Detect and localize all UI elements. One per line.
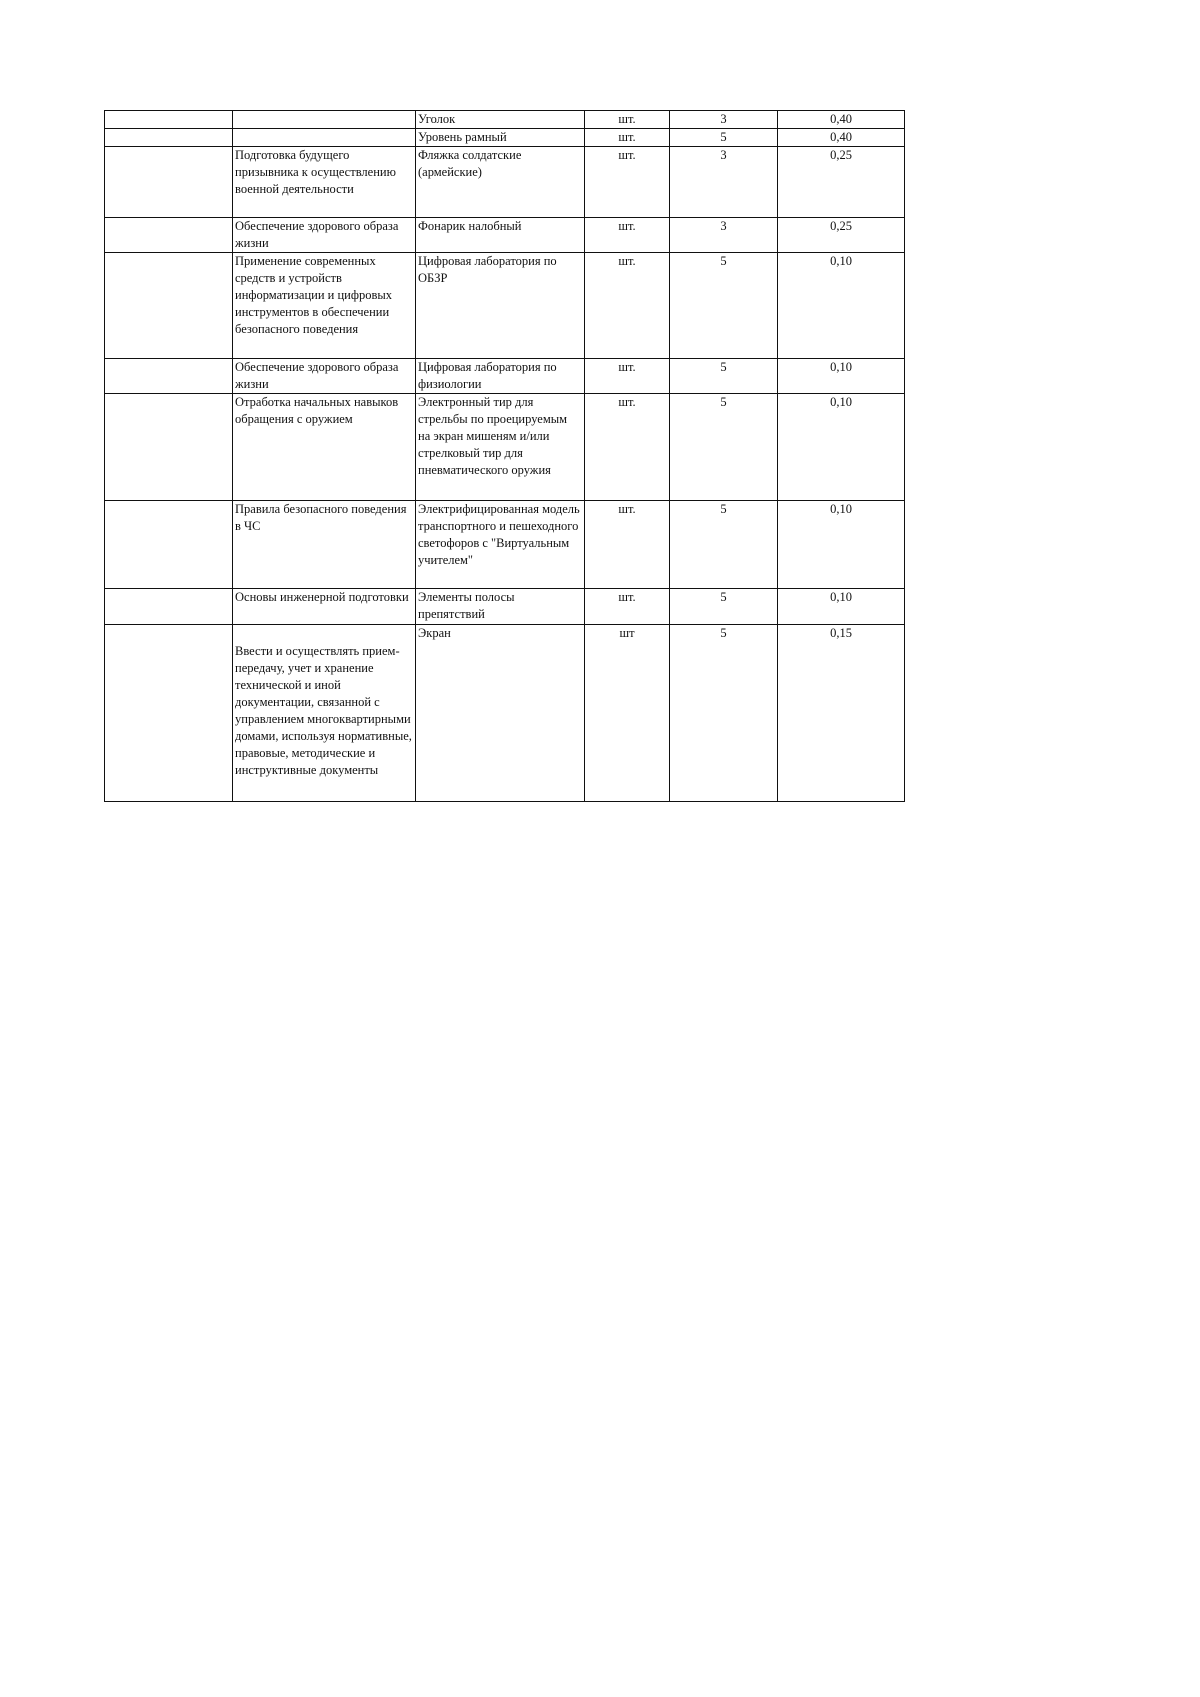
table-row — [105, 589, 905, 625]
row-number-cell — [105, 501, 233, 589]
coefficient-cell: 0,10 — [778, 394, 905, 501]
row-number-cell — [105, 589, 233, 625]
row-number-cell — [105, 359, 233, 394]
row-number-cell — [105, 111, 233, 129]
coefficient-cell: 0,40 — [778, 129, 905, 147]
section-cell: Обеспечение здорового образа жизни — [233, 218, 416, 253]
item-cell: Цифровая лаборатория по физиологии — [416, 359, 585, 394]
row-number-cell — [105, 394, 233, 501]
quantity-cell: 5 — [670, 253, 778, 359]
table-row — [105, 359, 905, 394]
equipment-table — [104, 110, 905, 802]
unit-cell: шт. — [585, 253, 670, 359]
section-cell — [233, 129, 416, 147]
section-cell: Обеспечение здорового образа жизни — [233, 359, 416, 394]
section-cell: Правила безопасного поведения в ЧС — [233, 501, 416, 589]
section-cell — [233, 111, 416, 129]
quantity-cell: 5 — [670, 501, 778, 589]
unit-cell: шт. — [585, 147, 670, 218]
item-cell: Фонарик налобный — [416, 218, 585, 253]
table-row — [105, 501, 905, 589]
unit-cell: шт. — [585, 218, 670, 253]
quantity-cell: 3 — [670, 111, 778, 129]
item-cell: Уголок — [416, 111, 585, 129]
item-cell: Уровень рамный — [416, 129, 585, 147]
item-cell: Электрифицированная модель транспортного и пешеходного светофоров с "Виртуальным учителем" — [416, 501, 585, 589]
row-number-cell — [105, 253, 233, 359]
table-row — [105, 253, 905, 359]
table-row — [105, 394, 905, 501]
unit-cell: шт. — [585, 394, 670, 501]
table-row — [105, 218, 905, 253]
unit-cell: шт. — [585, 129, 670, 147]
unit-cell: шт. — [585, 111, 670, 129]
row-number-cell — [105, 147, 233, 218]
coefficient-cell: 0,10 — [778, 359, 905, 394]
quantity-cell: 5 — [670, 625, 778, 802]
quantity-cell: 5 — [670, 359, 778, 394]
quantity-cell: 3 — [670, 147, 778, 218]
unit-cell: шт — [585, 625, 670, 802]
item-cell: Цифровая лаборатория по ОБЗР — [416, 253, 585, 359]
row-number-cell — [105, 218, 233, 253]
item-cell: Электронный тир для стрельбы по проецируемым на экран мишеням и/или стрелковый тир для пневматического оружия — [416, 394, 585, 501]
section-cell: Отработка начальных навыков обращения с оружием — [233, 394, 416, 501]
row-number-cell — [105, 129, 233, 147]
section-cell: Основы инженерной подготовки — [233, 589, 416, 625]
row-number-cell — [105, 625, 233, 802]
table-row — [105, 129, 905, 147]
coefficient-cell: 0,40 — [778, 111, 905, 129]
unit-cell: шт. — [585, 501, 670, 589]
section-cell: Применение современных средств и устройств информатизации и цифровых инструментов в обеспечении безопасного поведения — [233, 253, 416, 359]
unit-cell: шт. — [585, 589, 670, 625]
quantity-cell: 5 — [670, 129, 778, 147]
section-cell: Ввести и осуществлять прием-передачу, учет и хранение технической и иной документации, связанной с управлением многоквартирными домами, используя нормативные, правовые, методические и инструктивные документы — [233, 625, 416, 802]
table-row — [105, 147, 905, 218]
coefficient-cell: 0,10 — [778, 253, 905, 359]
coefficient-cell: 0,10 — [778, 589, 905, 625]
item-cell: Элементы полосы препятствий — [416, 589, 585, 625]
coefficient-cell: 0,10 — [778, 501, 905, 589]
coefficient-cell: 0,25 — [778, 218, 905, 253]
item-cell: Фляжка солдатские (армейские) — [416, 147, 585, 218]
coefficient-cell: 0,15 — [778, 625, 905, 802]
quantity-cell: 5 — [670, 394, 778, 501]
item-cell: Экран — [416, 625, 585, 802]
coefficient-cell: 0,25 — [778, 147, 905, 218]
section-cell: Подготовка будущего призывника к осуществлению военной деятельности — [233, 147, 416, 218]
quantity-cell: 5 — [670, 589, 778, 625]
table-row — [105, 111, 905, 129]
unit-cell: шт. — [585, 359, 670, 394]
table-row — [105, 625, 905, 802]
quantity-cell: 3 — [670, 218, 778, 253]
